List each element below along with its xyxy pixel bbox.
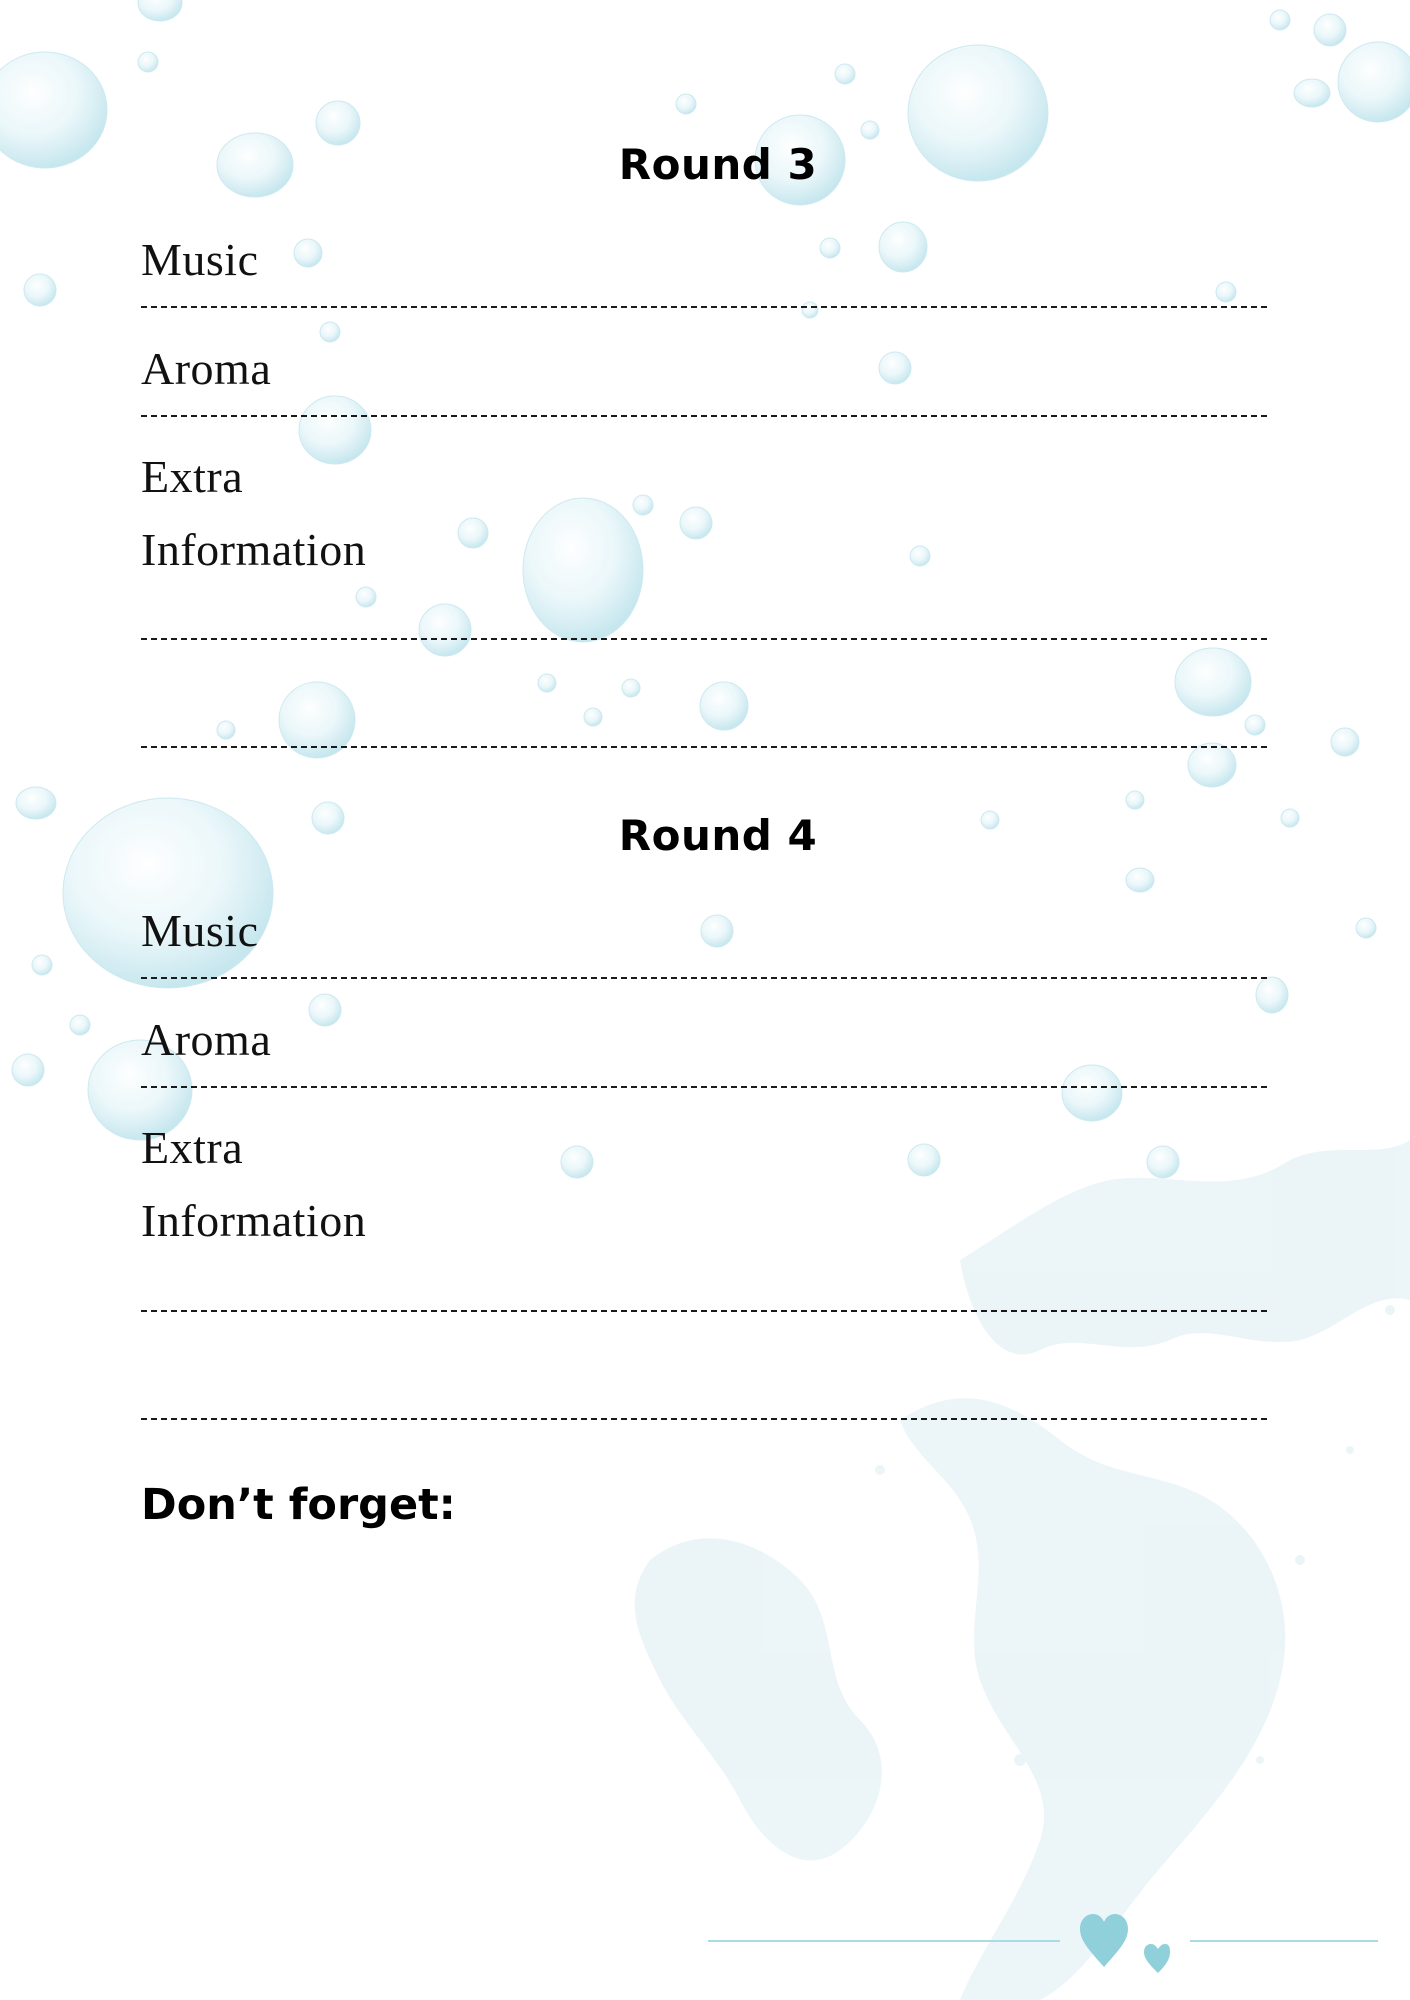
extra-info-answer-line-1[interactable]	[141, 1310, 1267, 1312]
dont-forget-label: Don’t forget:	[141, 1480, 456, 1530]
music-label: Music	[141, 905, 259, 956]
extra-info-label-line1: Extra	[141, 1122, 244, 1173]
aroma-answer-line[interactable]	[141, 1086, 1267, 1088]
music-answer-line[interactable]	[141, 977, 1267, 979]
hearts-icon	[1078, 1905, 1170, 1975]
footer-line-left	[708, 1940, 1060, 1942]
extra-info-label-line2: Information	[141, 1195, 367, 1246]
footer-line-right	[1190, 1940, 1378, 1942]
music-label: Music	[141, 234, 259, 285]
extra-info-answer-line-1[interactable]	[141, 638, 1267, 640]
extra-info-label-line2: Information	[141, 524, 367, 575]
aroma-answer-line[interactable]	[141, 415, 1267, 417]
aroma-label: Aroma	[141, 1014, 272, 1065]
music-answer-line[interactable]	[141, 306, 1267, 308]
round-4-title: Round 4	[618, 811, 818, 860]
aroma-label: Aroma	[141, 343, 272, 394]
extra-info-label-line1: Extra	[141, 451, 244, 502]
extra-info-answer-line-2[interactable]	[141, 1418, 1267, 1420]
round-3-title: Round 3	[618, 140, 818, 189]
extra-info-answer-line-2[interactable]	[141, 746, 1267, 748]
